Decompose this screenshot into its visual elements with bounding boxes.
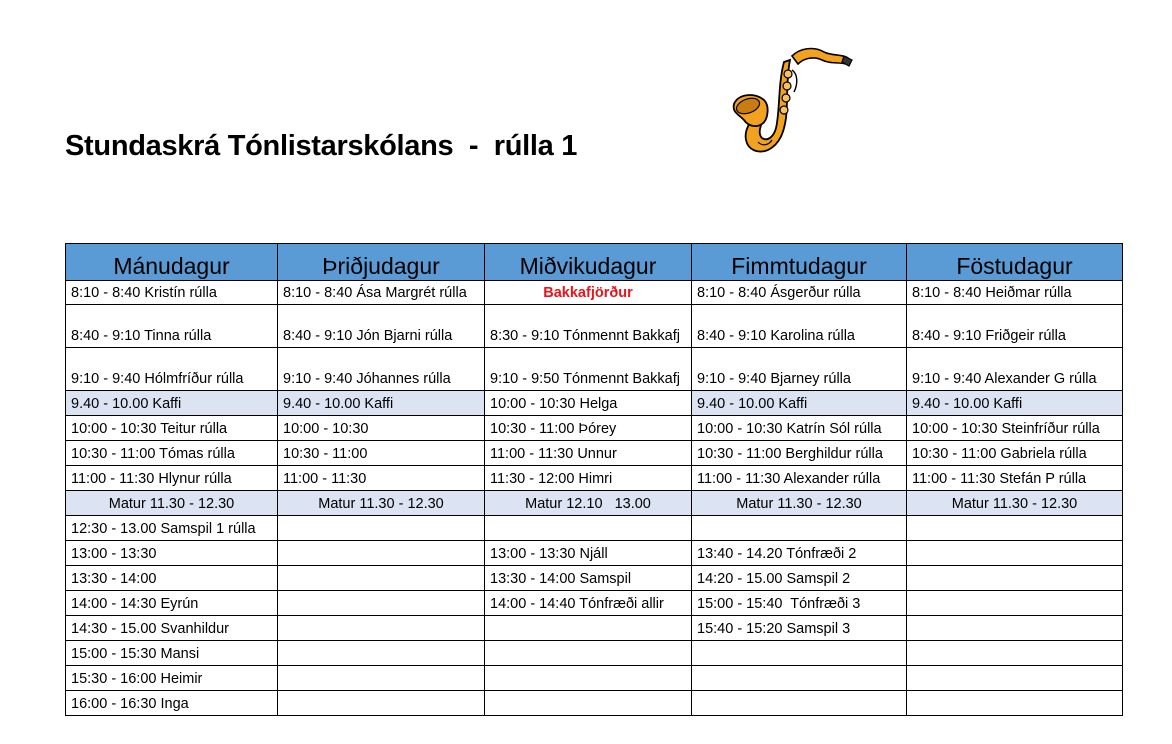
schedule-cell: 9:10 - 9:40 Hólmfríður rúlla [66, 348, 278, 391]
schedule-cell: 13:30 - 14:00 Samspil [485, 566, 692, 591]
schedule-cell: 9.40 - 10.00 Kaffi [66, 391, 278, 416]
schedule-cell [485, 616, 692, 641]
schedule-cell: 13:00 - 13:30 [66, 541, 278, 566]
schedule-cell: 8:10 - 8:40 Kristín rúlla [66, 281, 278, 305]
schedule-cell [692, 516, 907, 541]
schedule-cell [278, 616, 485, 641]
table-row [66, 566, 1123, 591]
schedule-cell: 13:40 - 14.20 Tónfræði 2 [692, 541, 907, 566]
schedule-cell [278, 666, 485, 691]
table-row [66, 591, 1123, 616]
day-header-thursday: Fimmtudagur [692, 244, 907, 281]
schedule-cell: 13:00 - 13:30 Njáll [485, 541, 692, 566]
schedule-cell: 10:30 - 11:00 Gabriela rúlla [907, 441, 1123, 466]
table-row [66, 348, 1123, 391]
schedule-cell [278, 641, 485, 666]
day-header-tuesday: Þriðjudagur [278, 244, 485, 281]
schedule-cell [692, 691, 907, 716]
lunch-cell: Matur 11.30 - 12.30 [692, 491, 907, 516]
location-label: Bakkafjörður [485, 281, 692, 305]
schedule-cell: 10:30 - 11:00 Berghildur rúlla [692, 441, 907, 466]
schedule-cell [907, 616, 1123, 641]
schedule-cell [278, 516, 485, 541]
schedule-cell: 10:00 - 10:30 Teitur rúlla [66, 416, 278, 441]
schedule-cell: 15:30 - 16:00 Heimir [66, 666, 278, 691]
schedule-cell [278, 566, 485, 591]
schedule-cell: 10:00 - 10:30 Steinfríður rúlla [907, 416, 1123, 441]
table-row [66, 516, 1123, 541]
day-header-monday: Mánudagur [66, 244, 278, 281]
schedule-cell: 10:30 - 11:00 Tómas rúlla [66, 441, 278, 466]
schedule-cell: 10:30 - 11:00 [278, 441, 485, 466]
table-row [66, 641, 1123, 666]
schedule-cell [907, 541, 1123, 566]
schedule-cell: 9:10 - 9:40 Bjarney rúlla [692, 348, 907, 391]
schedule-cell: 8:10 - 8:40 Ása Margrét rúlla [278, 281, 485, 305]
table-row [66, 441, 1123, 466]
schedule-cell: 15:00 - 15:30 Mansi [66, 641, 278, 666]
schedule-cell [907, 591, 1123, 616]
schedule-cell: 8:30 - 9:10 Tónmennt Bakkafj [485, 305, 692, 348]
schedule-cell: 14:30 - 15.00 Svanhildur [66, 616, 278, 641]
schedule-cell: 8:40 - 9:10 Tinna rúlla [66, 305, 278, 348]
schedule-cell: 11:00 - 11:30 Unnur [485, 441, 692, 466]
schedule-cell [485, 641, 692, 666]
schedule-cell: 8:40 - 9:10 Karolina rúlla [692, 305, 907, 348]
schedule-cell: 8:40 - 9:10 Friðgeir rúlla [907, 305, 1123, 348]
schedule-cell: 14:00 - 14:40 Tónfræði allir [485, 591, 692, 616]
schedule-cell [907, 691, 1123, 716]
schedule-cell [278, 591, 485, 616]
schedule-table [65, 243, 1123, 716]
schedule-cell [907, 666, 1123, 691]
schedule-cell: 15:00 - 15:40 Tónfræði 3 [692, 591, 907, 616]
schedule-cell [692, 666, 907, 691]
day-header-friday: Föstudagur [907, 244, 1123, 281]
saxophone-icon [728, 40, 856, 168]
schedule-cell: 11:00 - 11:30 Alexander rúlla [692, 466, 907, 491]
table-row [66, 305, 1123, 348]
schedule-cell: 13:30 - 14:00 [66, 566, 278, 591]
schedule-cell [907, 641, 1123, 666]
schedule-cell: 10:30 - 11:00 Þórey [485, 416, 692, 441]
table-row [66, 666, 1123, 691]
schedule-cell: 9.40 - 10.00 Kaffi [278, 391, 485, 416]
schedule-cell [278, 691, 485, 716]
schedule-cell [907, 566, 1123, 591]
schedule-cell: 11:00 - 11:30 [278, 466, 485, 491]
page-title: Stundaskrá Tónlistarskólans - rúlla 1 [65, 130, 578, 162]
schedule-cell: 10:00 - 10:30 [278, 416, 485, 441]
table-row [66, 281, 1123, 305]
schedule-cell: 10:00 - 10:30 Katrín Sól rúlla [692, 416, 907, 441]
table-row [66, 691, 1123, 716]
schedule-cell: 8:10 - 8:40 Heiðmar rúlla [907, 281, 1123, 305]
schedule-cell: 9:10 - 9:50 Tónmennt Bakkafj [485, 348, 692, 391]
schedule-cell [485, 666, 692, 691]
schedule-cell: 11:00 - 11:30 Hlynur rúlla [66, 466, 278, 491]
lunch-cell: Matur 11.30 - 12.30 [278, 491, 485, 516]
schedule-cell: 9.40 - 10.00 Kaffi [692, 391, 907, 416]
schedule-cell: 10:00 - 10:30 Helga [485, 391, 692, 416]
day-header-wednesday: Miðvikudagur [485, 244, 692, 281]
schedule-cell: 11:00 - 11:30 Stefán P rúlla [907, 466, 1123, 491]
schedule-cell [485, 691, 692, 716]
schedule-cell: 9.40 - 10.00 Kaffi [907, 391, 1123, 416]
lunch-cell: Matur 11.30 - 12.30 [66, 491, 278, 516]
schedule-cell [907, 516, 1123, 541]
table-row [66, 391, 1123, 416]
table-row [66, 616, 1123, 641]
lunch-cell: Matur 12.10 13.00 [485, 491, 692, 516]
schedule-cell: 14:20 - 15.00 Samspil 2 [692, 566, 907, 591]
schedule-cell: 8:10 - 8:40 Ásgerður rúlla [692, 281, 907, 305]
schedule-cell: 8:40 - 9:10 Jón Bjarni rúlla [278, 305, 485, 348]
schedule-cell [485, 516, 692, 541]
lunch-cell: Matur 11.30 - 12.30 [907, 491, 1123, 516]
schedule-cell: 11:30 - 12:00 Himri [485, 466, 692, 491]
schedule-cell [278, 541, 485, 566]
table-row [66, 416, 1123, 441]
table-row [66, 466, 1123, 491]
schedule-cell: 14:00 - 14:30 Eyrún [66, 591, 278, 616]
schedule-cell: 9:10 - 9:40 Jóhannes rúlla [278, 348, 485, 391]
schedule-cell [692, 641, 907, 666]
schedule-cell: 15:40 - 15:20 Samspil 3 [692, 616, 907, 641]
lunch-row [66, 491, 1123, 516]
schedule-cell: 16:00 - 16:30 Inga [66, 691, 278, 716]
day-header-row [66, 244, 1123, 281]
table-row [66, 541, 1123, 566]
schedule-cell: 9:10 - 9:40 Alexander G rúlla [907, 348, 1123, 391]
schedule-cell: 12:30 - 13.00 Samspil 1 rúlla [66, 516, 278, 541]
